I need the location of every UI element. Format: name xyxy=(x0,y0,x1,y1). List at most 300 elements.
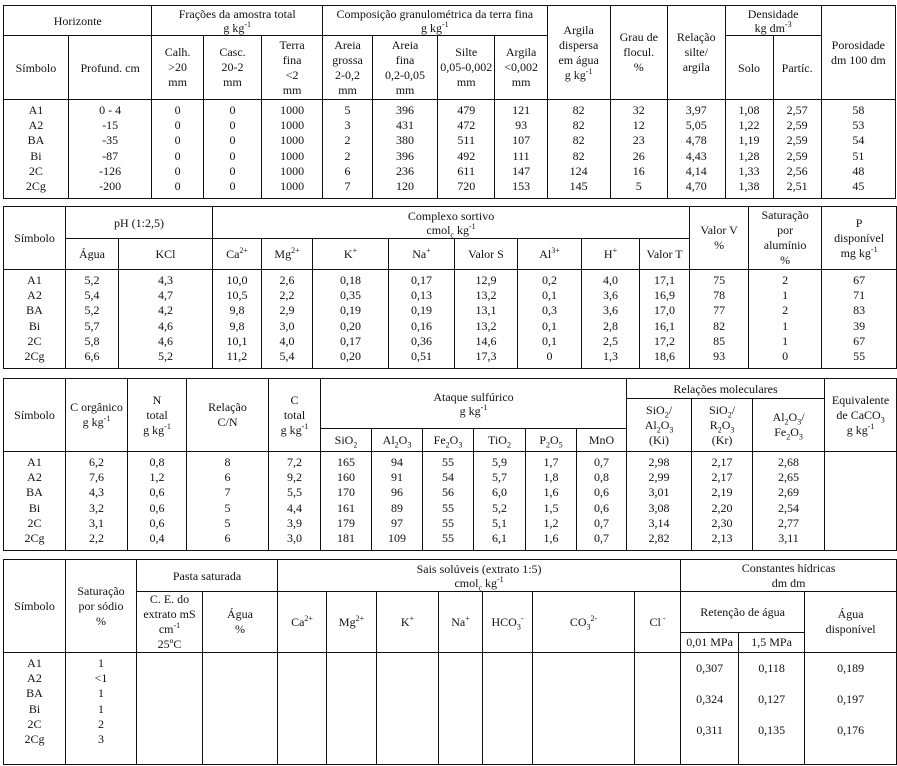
header-sio2: SiO$_2$ xyxy=(321,429,372,452)
header-ca: $Ca^{2+}$ xyxy=(278,592,327,653)
header-mpa-15: 1,5 MPa xyxy=(739,632,805,652)
cell-value: 5,7 xyxy=(492,470,507,485)
cell-value: 165 xyxy=(337,455,355,469)
table-granulometry xyxy=(3,5,896,199)
col-mg xyxy=(327,653,377,765)
cell-value: 2,99 xyxy=(648,470,670,485)
header-fe2o3: $Fe_2O_3$ xyxy=(423,429,474,452)
header-fracoes: Frações da amostra total g $kg^{-1}$ xyxy=(152,6,322,36)
col-cl xyxy=(635,653,681,765)
cell-value: 0 xyxy=(229,103,236,117)
cell-value: 7 xyxy=(224,485,231,500)
cell-value: 2,65 xyxy=(778,470,800,485)
cell-value: 1,2 xyxy=(149,470,165,485)
col-ph-agua xyxy=(66,270,119,369)
cell-value: 5,2 xyxy=(84,273,100,287)
cell-value: 0,4 xyxy=(149,531,165,546)
cell-value: 0,2 xyxy=(542,273,557,287)
header-na: Na+ xyxy=(439,592,483,653)
cell-value: 0,51 xyxy=(411,349,432,364)
col-simbolo xyxy=(4,653,66,765)
cell-value: 3,1 xyxy=(89,515,104,530)
cell-value: 1,08 xyxy=(738,103,760,117)
header-agua-disp: Água disponível xyxy=(805,592,897,653)
cell-value: 55 xyxy=(853,349,866,364)
cell-value: A1 xyxy=(28,103,44,117)
cell-value: 23 xyxy=(632,133,645,148)
col-grau-floculacao xyxy=(610,100,668,199)
cell-value: 1 xyxy=(98,686,104,701)
cell-value: 0,20 xyxy=(340,318,361,333)
cell-value: 12 xyxy=(632,118,645,133)
cell-value: 2C xyxy=(28,163,43,178)
cell-value: -200 xyxy=(99,179,122,194)
header-p2o5: $P_2O_5$ xyxy=(526,429,577,452)
cell-value: 82 xyxy=(713,318,726,333)
cell-value: 0,135 xyxy=(758,723,786,737)
cell-value: 6 xyxy=(224,470,231,485)
col-c-org xyxy=(66,452,128,551)
header-n-total: N total g $kg^{-1}$ xyxy=(128,379,187,452)
cell-value: 396 xyxy=(396,148,415,163)
cell-value: 16,1 xyxy=(654,318,676,333)
header-kr: SiO$_2$/ $R_2O_3$ (Kr) xyxy=(692,399,753,452)
cell-value: 1,19 xyxy=(738,133,760,148)
cell-value: 111 xyxy=(512,148,530,163)
cell-value: 121 xyxy=(512,103,531,117)
cell-value: 2,68 xyxy=(778,455,800,469)
header-retencao: Retenção de água xyxy=(681,592,805,633)
col-al xyxy=(518,270,582,369)
header-areia-fina: Areia fina 0,2-0,05 mm xyxy=(373,36,438,100)
cell-value: 5 xyxy=(344,103,351,117)
cell-value: 0,20 xyxy=(340,349,361,364)
header-composicao: Composição granulométrica da terra fina g $kg^{-1}$ xyxy=(322,6,547,36)
col-tio2 xyxy=(474,452,526,551)
header-simbolo: Símbolo xyxy=(4,379,66,452)
cell-value: 0,118 xyxy=(758,661,785,675)
cell-value: 4,4 xyxy=(287,500,302,515)
cell-value: 54 xyxy=(852,133,865,148)
cell-value: 511 xyxy=(457,133,475,148)
cell-value: 96 xyxy=(391,485,403,500)
col-agua-pct xyxy=(203,653,278,765)
cell-value: 2,59 xyxy=(786,133,808,148)
header-c-org: C orgânico g $kg^{-1}$ xyxy=(66,379,128,452)
cell-value: 0,6 xyxy=(594,485,610,500)
header-h: H+ xyxy=(582,239,640,270)
cell-value: 479 xyxy=(457,103,476,117)
cell-value: 85 xyxy=(713,333,726,348)
cell-value: 0,36 xyxy=(411,333,432,348)
col-profund xyxy=(68,100,152,199)
cell-value: 89 xyxy=(391,500,403,515)
cell-value: 0,7 xyxy=(594,455,610,469)
cell-value: 3,08 xyxy=(648,500,670,515)
cell-value: 179 xyxy=(337,515,355,530)
col-calh xyxy=(152,100,203,199)
col-c-total xyxy=(269,452,321,551)
col-caco3 xyxy=(825,452,897,551)
cell-value: 58 xyxy=(852,103,865,117)
cell-value: 0,7 xyxy=(594,531,610,546)
col-sat-al xyxy=(749,270,822,369)
cell-value: 109 xyxy=(388,531,406,546)
cell-value: 1,33 xyxy=(738,163,760,178)
table-body xyxy=(4,452,897,551)
cell-value: 1000 xyxy=(280,148,305,163)
cell-value: 78 xyxy=(713,288,726,303)
table-complexo-sortivo xyxy=(3,206,897,369)
col-casc xyxy=(203,100,262,199)
cell-value: 5,1 xyxy=(492,515,507,530)
cell-value: 611 xyxy=(457,163,475,178)
cell-value: 0 xyxy=(174,103,181,117)
header-co3: $CO_3^{2-}$ xyxy=(533,592,635,653)
cell-value: 82 xyxy=(572,103,585,117)
cell-value: 2,57 xyxy=(786,103,808,117)
cell-value: 2Cg xyxy=(24,349,45,364)
cell-value: 1,28 xyxy=(738,148,760,163)
cell-value: 9,8 xyxy=(229,303,245,318)
cell-value: 0,8 xyxy=(594,470,610,485)
col-kr xyxy=(692,452,753,551)
cell-value: 0 xyxy=(229,148,236,163)
cell-value: 0 xyxy=(229,163,236,178)
header-sais: Sais solúveis (extrato 1:5) cmol$_c$ $kg^{-1}$ xyxy=(278,560,681,592)
cell-value: Bi xyxy=(28,318,41,333)
cell-value: 2,82 xyxy=(648,531,670,546)
cell-value: BA xyxy=(26,485,43,500)
cell-value: 5 xyxy=(224,500,231,515)
cell-value: 0,18 xyxy=(340,273,361,287)
cell-value: 107 xyxy=(512,133,531,148)
cell-value: 431 xyxy=(396,118,415,133)
cell-value: 6 xyxy=(344,163,351,178)
cell-value: 124 xyxy=(569,163,588,178)
header-simbolo: Símbolo xyxy=(4,207,66,270)
header-k: K+ xyxy=(313,239,389,270)
col-ph-kcl xyxy=(119,270,213,369)
col-relacao-silte xyxy=(668,100,726,199)
cell-value: 1 xyxy=(98,656,104,670)
cell-value: 6,2 xyxy=(89,455,104,469)
cell-value: 0,7 xyxy=(594,515,610,530)
cell-value: 492 xyxy=(457,148,476,163)
cell-value: 45 xyxy=(852,179,865,194)
cell-value: 5,4 xyxy=(279,349,295,364)
cell-value: A2 xyxy=(27,470,42,485)
cell-value: 3,97 xyxy=(685,103,707,117)
cell-value: A1 xyxy=(27,656,42,670)
col-al-fe xyxy=(753,452,825,551)
cell-value: 82 xyxy=(572,148,585,163)
cell-value: Bi xyxy=(28,500,41,515)
cell-value: A1 xyxy=(27,273,42,287)
cell-value: 2C xyxy=(27,716,42,731)
cell-value: 2,17 xyxy=(711,455,733,469)
cell-value: 4,7 xyxy=(158,288,173,303)
cell-value: 120 xyxy=(396,179,415,194)
cell-value: 5,5 xyxy=(287,485,302,500)
cell-value: 16,9 xyxy=(654,288,676,303)
cell-value: 2Cg xyxy=(24,732,45,747)
cell-value: 147 xyxy=(512,163,531,178)
cell-value: <1 xyxy=(94,671,108,686)
cell-value: 12,9 xyxy=(475,273,497,287)
cell-value: 0 xyxy=(229,179,236,194)
header-ce: C. E. do extrato mS $cm^{-1}$ 25ºC xyxy=(137,592,203,653)
col-argila xyxy=(495,100,547,199)
header-mpa-001: 0,01 MPa xyxy=(681,632,739,652)
header-ca: $Ca^{2+}$ xyxy=(213,239,262,270)
cell-value: 1,22 xyxy=(738,118,760,133)
header-argila-dispersa: Argila dispersa em água g $kg^{-1}$ xyxy=(547,6,610,100)
header-horizonte: Horizonte xyxy=(4,6,152,36)
cell-value: 0,6 xyxy=(149,500,165,515)
cell-value: 7,2 xyxy=(287,455,302,469)
cell-value: 5,4 xyxy=(84,288,100,303)
cell-value: 3 xyxy=(98,732,104,747)
cell-value: 2,69 xyxy=(778,485,800,500)
cell-value: 0 xyxy=(229,118,236,133)
cell-value: -35 xyxy=(102,133,119,148)
cell-value: 48 xyxy=(852,163,865,178)
cell-value: 9,8 xyxy=(229,318,245,333)
cell-value: 1,2 xyxy=(543,515,559,530)
cell-value: A2 xyxy=(27,288,42,303)
header-relacao-silte: Relação silte/ argila xyxy=(668,6,726,100)
header-relacoes: Relações moleculares xyxy=(627,379,825,399)
cell-value: 0,35 xyxy=(340,288,361,303)
cell-value: 0 - 4 xyxy=(99,103,122,117)
cell-value: 2,20 xyxy=(711,500,733,515)
col-hco3 xyxy=(483,653,533,765)
cell-value: 7,6 xyxy=(89,470,104,485)
header-valor-t: Valor T xyxy=(640,239,690,270)
header-densidade: Densidade kg $dm^{-3}$ xyxy=(725,6,821,36)
header-ki: SiO$_2$/ $Al_2O_3$ (Ki) xyxy=(627,399,692,452)
cell-value: 3,2 xyxy=(89,500,104,515)
cell-value: 5,05 xyxy=(685,118,707,133)
cell-value: 5,2 xyxy=(158,349,173,364)
cell-value: -15 xyxy=(102,118,119,133)
cell-value: 0,16 xyxy=(411,318,432,333)
cell-value: 1 xyxy=(782,288,789,303)
col-ca xyxy=(213,270,262,369)
cell-value: BA xyxy=(26,686,43,701)
cell-value: 0,13 xyxy=(411,288,432,303)
cell-value: 1,8 xyxy=(543,470,559,485)
header-tio2: TiO$_2$ xyxy=(474,429,526,452)
col-terra-fina xyxy=(262,100,323,199)
cell-value: 472 xyxy=(457,118,476,133)
cell-value: BA xyxy=(27,133,45,148)
cell-value: -87 xyxy=(102,148,119,163)
cell-value: 2,30 xyxy=(711,515,733,530)
header-ataque: Ataque sulfúrico g $kg^{-1}$ xyxy=(321,379,627,429)
header-c-total: C total g $kg^{-1}$ xyxy=(269,379,321,452)
cell-value: 3,6 xyxy=(603,303,618,318)
header-argila: Argila <0,002 mm xyxy=(495,36,547,100)
header-kcl: KCl xyxy=(119,239,213,270)
header-mg: $Mg^{2+}$ xyxy=(327,592,377,653)
cell-value: 3,0 xyxy=(287,531,302,546)
header-al-fe: $Al_2O_3/$ $Fe_2O_3$ xyxy=(753,399,825,452)
cell-value: 1,7 xyxy=(543,455,559,469)
cell-value: 2,19 xyxy=(711,485,733,500)
header-mg: $Mg^{2+}$ xyxy=(262,239,313,270)
porosidade-unit: dm 100 dm xyxy=(831,52,886,67)
header-valor-v: Valor V % xyxy=(690,207,749,270)
cell-value: 5,7 xyxy=(84,318,100,333)
cell-value: 5,2 xyxy=(492,500,507,515)
cell-value: 77 xyxy=(713,303,726,318)
header-caco3: Equivalente de CaCO$_3$ g $kg^{-1}$ xyxy=(825,379,897,452)
col-ce xyxy=(137,653,203,765)
cell-value: 6,0 xyxy=(492,485,507,500)
cell-value: 67 xyxy=(853,273,866,287)
col-co3 xyxy=(533,653,635,765)
col-simbolo xyxy=(4,100,69,199)
cell-value: 4,0 xyxy=(603,273,618,287)
col-porosidade xyxy=(821,100,895,199)
col-dens-partic xyxy=(773,100,821,199)
col-k xyxy=(313,270,389,369)
cell-value: 4,3 xyxy=(158,273,173,287)
header-partic: Partíc. xyxy=(773,36,821,100)
cell-value: 145 xyxy=(569,179,588,194)
cell-value: 2,17 xyxy=(711,470,733,485)
cell-value: 10,0 xyxy=(226,273,248,287)
col-h xyxy=(582,270,640,369)
cell-value: 75 xyxy=(713,273,726,287)
cell-value: 54 xyxy=(442,470,454,485)
header-valor-s: Valor S xyxy=(455,239,518,270)
header-profund: Profund. cm xyxy=(68,36,152,100)
cell-value: 2Cg xyxy=(24,531,45,546)
cell-value: A2 xyxy=(28,118,44,133)
cell-value: 71 xyxy=(853,288,866,303)
header-p-disp: P disponível mg $kg^{-1}$ xyxy=(822,207,897,270)
cell-value: 1 xyxy=(782,333,789,348)
cell-value: 9,2 xyxy=(287,470,302,485)
cell-value: A1 xyxy=(27,455,42,469)
cell-value: 2,54 xyxy=(778,500,800,515)
cell-value: 2 xyxy=(782,273,789,287)
cell-value: 236 xyxy=(396,163,415,178)
header-casc: Casc. 20-2 mm xyxy=(203,36,262,100)
cell-value: 6,6 xyxy=(84,349,100,364)
cell-value: 3,6 xyxy=(603,288,618,303)
cell-value: 11,2 xyxy=(226,349,248,364)
cell-value: 8 xyxy=(224,455,231,469)
cell-value: 16 xyxy=(632,163,645,178)
cell-value: 17,0 xyxy=(654,303,676,318)
cell-value: 2,59 xyxy=(786,148,808,163)
cell-value: 4,43 xyxy=(685,148,707,163)
cell-value: 2,77 xyxy=(778,515,800,530)
cell-value: 1000 xyxy=(280,118,305,133)
cell-value: 3,01 xyxy=(648,485,670,500)
cell-value: 0,176 xyxy=(837,723,865,737)
cell-value: 97 xyxy=(391,515,403,530)
cell-value: 0,17 xyxy=(411,273,432,287)
cell-value: 0,8 xyxy=(149,455,165,469)
col-ca xyxy=(278,653,327,765)
cell-value: 7 xyxy=(344,179,351,194)
cell-value: 1000 xyxy=(280,103,305,117)
col-agua-disp xyxy=(805,653,897,765)
cell-value: 0 xyxy=(229,133,236,148)
cell-value: 2,2 xyxy=(89,531,104,546)
cell-value: 1000 xyxy=(280,133,305,148)
cell-value: 55 xyxy=(442,515,454,530)
header-cl: Cl - xyxy=(635,592,681,653)
col-mg xyxy=(262,270,313,369)
cell-value: 0 xyxy=(546,349,553,364)
cell-value: 4,14 xyxy=(685,163,707,178)
col-mno xyxy=(577,452,627,551)
header-na: Na+ xyxy=(389,239,455,270)
cell-value: 1000 xyxy=(280,179,305,194)
cell-value: 3,11 xyxy=(778,531,799,546)
constantes-unit: dm dm xyxy=(771,575,806,590)
table-body xyxy=(4,653,897,765)
cell-value: 0,19 xyxy=(340,303,361,318)
cell-value: Bi xyxy=(28,701,41,716)
cell-value: 2 xyxy=(98,716,104,731)
cell-value: 53 xyxy=(852,118,865,133)
col-k xyxy=(377,653,439,765)
col-sio2 xyxy=(321,452,372,551)
cell-value: 2 xyxy=(344,133,351,148)
cell-value: 4,0 xyxy=(279,333,295,348)
table-body xyxy=(4,100,896,199)
cell-value: 13,1 xyxy=(475,303,497,318)
cell-value: 170 xyxy=(337,485,355,500)
cell-value: 1,6 xyxy=(543,531,559,546)
col-areia-grossa xyxy=(322,100,372,199)
cell-value: 181 xyxy=(337,531,355,546)
cell-value: 2,2 xyxy=(279,288,295,303)
cell-value: 4,78 xyxy=(685,133,707,148)
cell-value: 0 xyxy=(174,163,181,178)
cell-value: 2,13 xyxy=(711,531,733,546)
cell-value: 0,127 xyxy=(758,692,786,706)
header-areia-grossa: Areia grossa 2-0,2 mm xyxy=(322,36,372,100)
header-terra-fina: Terra fina <2 mm xyxy=(262,36,323,100)
cell-value: Bi xyxy=(30,148,42,163)
cell-value: 2,8 xyxy=(603,318,618,333)
cell-value: 55 xyxy=(442,531,454,546)
header-ph: pH (1:2,5) xyxy=(66,207,213,239)
header-rel-cn: Relação C/N xyxy=(187,379,269,452)
cell-value: 0,1 xyxy=(542,318,557,333)
cell-value: -126 xyxy=(99,163,122,178)
cell-value: 26 xyxy=(632,148,645,163)
header-hco3: $HCO_3^-$ xyxy=(483,592,533,653)
header-al2o3: $Al_2O_3$ xyxy=(372,429,423,452)
header-agua: Água xyxy=(66,239,119,270)
cell-value: 56 xyxy=(442,485,454,500)
cell-value: 83 xyxy=(853,303,866,318)
cell-value: 17,3 xyxy=(475,349,497,364)
table-body xyxy=(4,270,897,369)
cell-value: 5,2 xyxy=(84,303,100,318)
cell-value: 2C xyxy=(27,333,42,348)
cell-value: A2 xyxy=(27,671,42,686)
